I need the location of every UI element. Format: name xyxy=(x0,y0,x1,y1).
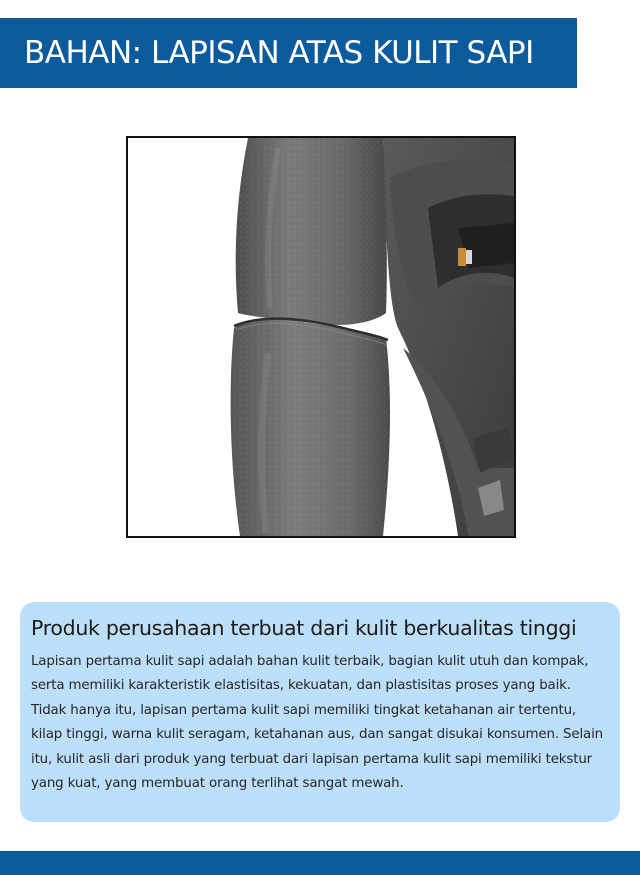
header-banner xyxy=(0,18,577,88)
product-photo xyxy=(126,136,516,538)
steering-wheel-image xyxy=(128,138,514,536)
page-title: BAHAN: LAPISAN ATAS KULIT SAPI xyxy=(24,35,534,71)
info-body: Lapisan pertama kulit sapi adalah bahan kulit terbaik, bagian kulit utuh dan kompak, serta memiliki karakteristik elastisitas, kekuatan, dan plastisitas proses yang baik. Tidak hanya itu, lapisan pertama kulit sapi memiliki tingkat ketahanan air tertentu, kilap tinggi, warna kulit seragam, ketahanan aus, dan sangat disukai konsumen. Selain itu, kulit asli dari produk yang terbuat dari lapisan pertama kulit sapi memiliki tekstur yang kuat, yang membuat orang terlihat sangat mewah. xyxy=(31,654,604,792)
info-heading: Produk perusahaan terbuat dari kulit berkualitas tinggi xyxy=(31,616,577,640)
info-card xyxy=(20,602,620,822)
footer-bar xyxy=(0,851,640,875)
